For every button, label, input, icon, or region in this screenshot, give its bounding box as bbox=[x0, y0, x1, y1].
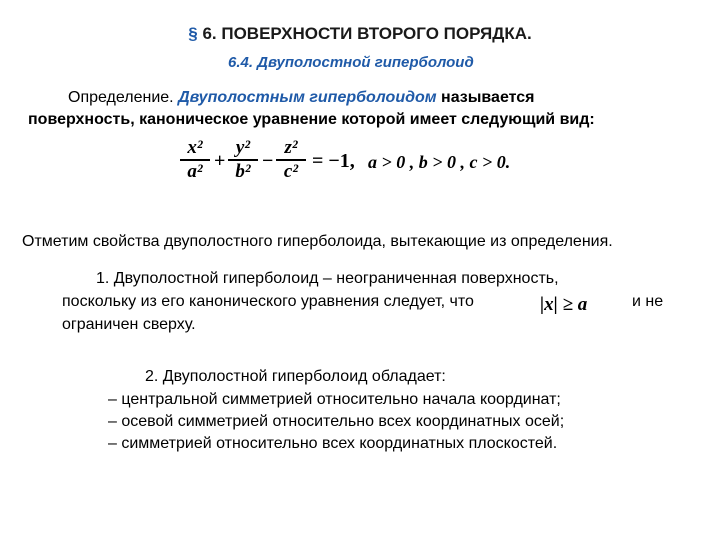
properties-intro: Отметим свойства двуполостного гиперболоида, вытекающие из определения. bbox=[22, 233, 613, 250]
definition-called: называется bbox=[436, 89, 535, 106]
equation-rhs: = −1, bbox=[312, 150, 355, 172]
section-title bbox=[0, 24, 720, 44]
fraction-y bbox=[228, 138, 258, 182]
fraction-z-denominator: c² bbox=[283, 161, 299, 182]
section-title-end: . bbox=[526, 24, 532, 43]
minus-sign: − bbox=[262, 150, 274, 172]
plus-sign: + bbox=[214, 150, 226, 172]
section-title-text: 6. ПОВЕРХНОСТИ ВТОРОГО ПОРЯДКА bbox=[197, 24, 527, 43]
property-1-line-2: поскольку из его канонического уравнения следует, что bbox=[62, 293, 474, 310]
property-2-item: – осевой симметрией относительно всех координатных осей; bbox=[108, 413, 565, 430]
definition-term: Двуполостным гиперболоидом bbox=[178, 89, 437, 106]
property-1-line-3: ограничен сверху. bbox=[62, 316, 196, 333]
property-1-line-2-end: и не bbox=[632, 293, 664, 310]
definition-line-1 bbox=[68, 89, 534, 107]
property-2-heading: 2. Двуполостной гиперболоид обладает: bbox=[145, 368, 446, 385]
section-symbol: § bbox=[188, 24, 198, 43]
subsection-title: 6.4. Двуполостной гиперболоид bbox=[228, 54, 474, 71]
fraction-y-denominator: b² bbox=[235, 161, 251, 182]
definition-line-2: поверхность, каноническое уравнение которой имеет следующий вид: bbox=[28, 111, 595, 128]
fraction-z-numerator: z² bbox=[284, 137, 298, 158]
property-2-item: – центральной симметрией относительно начала координат; bbox=[108, 391, 561, 408]
definition-intro: Определение. bbox=[68, 89, 179, 106]
parameter-conditions: a > 0 , b > 0 , c > 0. bbox=[368, 152, 511, 172]
fraction-x-numerator: x² bbox=[187, 137, 203, 158]
fraction-y-numerator: y² bbox=[235, 137, 251, 158]
fraction-z bbox=[276, 138, 306, 182]
property-2-item: – симметрией относительно всех координатных плоскостей. bbox=[108, 435, 558, 452]
property-1-line-1: 1. Двуполостной гиперболоид – неограниченная поверхность, bbox=[96, 270, 559, 287]
fraction-x bbox=[180, 138, 210, 182]
fraction-x-denominator: a² bbox=[187, 161, 203, 182]
property-1-formula: |x| ≥ a bbox=[540, 294, 588, 315]
